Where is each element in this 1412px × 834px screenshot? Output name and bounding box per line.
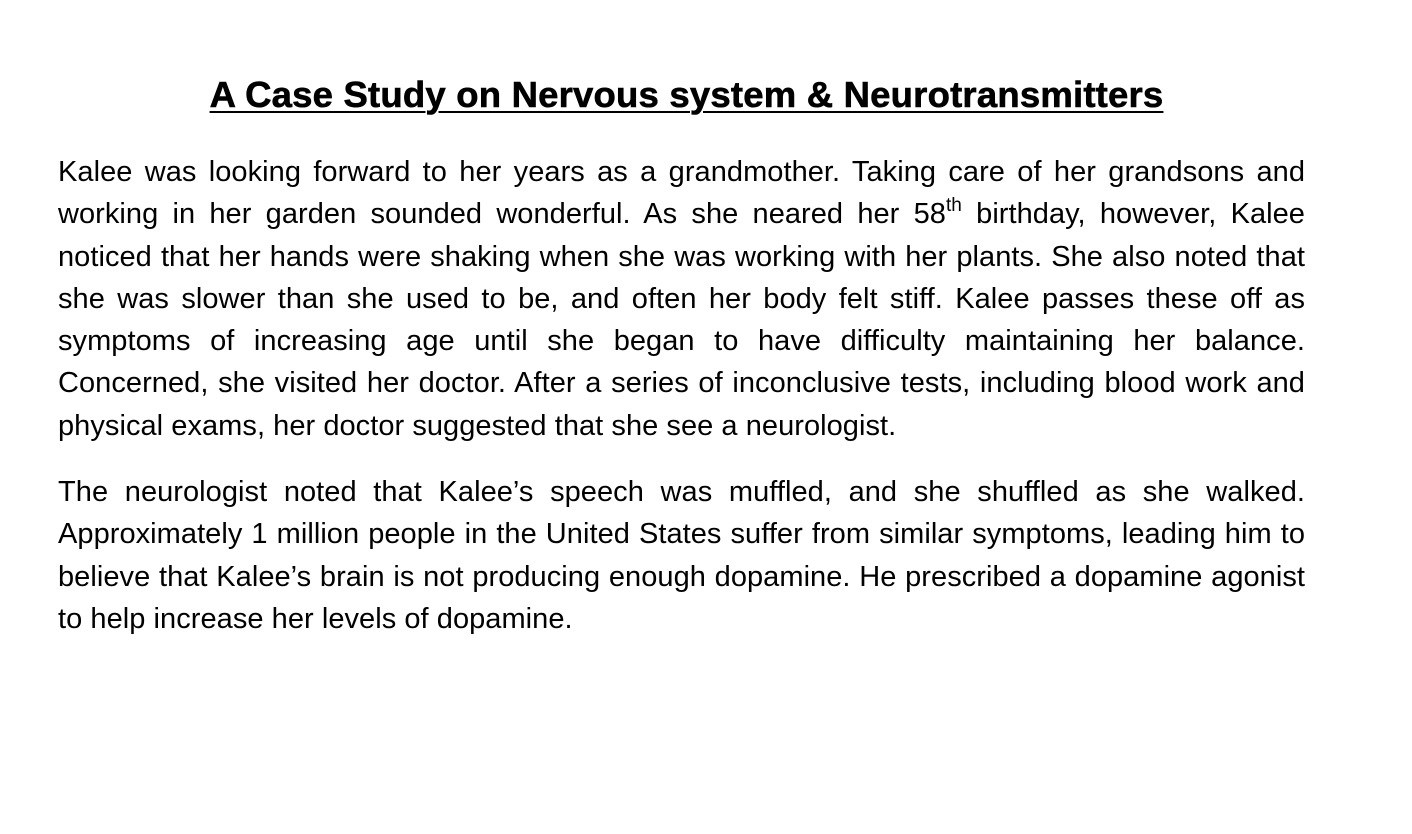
document-title: A Case Study on Nervous system & Neurotransmitters (209, 74, 1164, 115)
paragraph-1-text-start: Kalee was looking forward to her years as a grandmother. Taking care of her grandsons and working in her garden sounded wonderful. As she neared her 58 (58, 156, 1305, 231)
paragraph-2: The neurologist noted that Kalee’s speech was muffled, and she shuffled as she walked. Approximately 1 million people in the United States suffer from similar symptoms, leading him to believe that Kalee’s brain is not producing enough dopamine. He prescribed a dopamine agonist to help increase her levels of dopamine. (58, 476, 1305, 635)
paragraph-1 (58, 151, 1305, 447)
ordinal-superscript: th (945, 194, 962, 216)
document-page (58, 70, 1305, 640)
paragraph-1-text-end: birthday, however, Kalee noticed that her hands were shaking when she was working with her plants. She also noted that she was slower than she used to be, and often her body felt stiff. Kalee passes these off as symptoms of increasing age until she began to have difficulty maintaining her balance. Concerned, she visited her doctor. After a series of inconclusive tests, including blood work and physical exams, her doctor suggested that she see a neurologist. (58, 198, 1305, 442)
